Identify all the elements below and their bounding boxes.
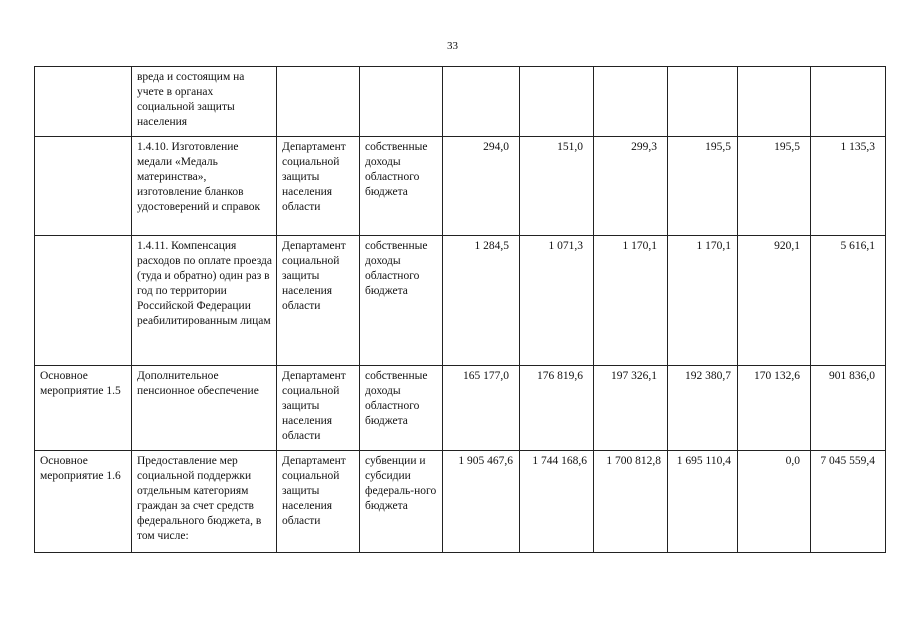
table-row [35,236,886,366]
table-row [35,137,886,236]
description-cell: 1.4.10. Изготовление медали «Медаль материнства», изготовление бланков удостоверений и справок [132,137,277,236]
table-row [35,67,886,137]
table-row [35,366,886,451]
value-cell-3: 197 326,1 [594,366,668,451]
value-cell-1: 165 177,0 [443,366,520,451]
value-cell-4 [668,67,738,137]
total-cell: 5 616,1 [811,236,886,366]
funding-source-cell: собственные доходы областного бюджета [360,137,443,236]
executor-cell: Департамент социальной защиты населения области [277,137,360,236]
funding-source-cell [360,67,443,137]
value-cell-2 [520,67,594,137]
total-cell: 7 045 559,4 [811,451,886,553]
funding-source-cell: собственные доходы областного бюджета [360,366,443,451]
value-cell-5: 170 132,6 [738,366,811,451]
executor-cell: Департамент социальной защиты населения области [277,236,360,366]
executor-cell: Департамент социальной защиты населения области [277,451,360,553]
value-cell-3: 299,3 [594,137,668,236]
value-cell-2: 151,0 [520,137,594,236]
executor-cell [277,67,360,137]
value-cell-1 [443,67,520,137]
total-cell: 901 836,0 [811,366,886,451]
total-cell [811,67,886,137]
value-cell-1: 1 284,5 [443,236,520,366]
description-cell: Дополнительное пенсионное обеспечение [132,366,277,451]
value-cell-3: 1 700 812,8 [594,451,668,553]
measure-cell: Основное мероприятие 1.6 [35,451,132,553]
page-number: 33 [447,40,458,52]
value-cell-3: 1 170,1 [594,236,668,366]
budget-table [34,66,886,553]
measure-cell [35,236,132,366]
measure-cell [35,137,132,236]
funding-source-cell: собственные доходы областного бюджета [360,236,443,366]
value-cell-3 [594,67,668,137]
funding-source-cell: субвенции и субсидии федераль-ного бюджета [360,451,443,553]
value-cell-4: 192 380,7 [668,366,738,451]
value-cell-5: 920,1 [738,236,811,366]
value-cell-5 [738,67,811,137]
value-cell-4: 1 170,1 [668,236,738,366]
value-cell-2: 176 819,6 [520,366,594,451]
value-cell-4: 1 695 110,4 [668,451,738,553]
table-row [35,451,886,553]
value-cell-1: 1 905 467,6 [443,451,520,553]
total-cell: 1 135,3 [811,137,886,236]
description-cell: 1.4.11. Компенсация расходов по оплате проезда (туда и обратно) один раз в год по территории Российской Федерации реабилитированным лицам [132,236,277,366]
value-cell-2: 1 744 168,6 [520,451,594,553]
value-cell-1: 294,0 [443,137,520,236]
description-cell: Предоставление мер социальной поддержки отдельным категориям граждан за счет средств федерального бюджета, в том числе: [132,451,277,553]
description-cell: вреда и состоящим на учете в органах социальной защиты населения [132,67,277,137]
value-cell-5: 0,0 [738,451,811,553]
value-cell-2: 1 071,3 [520,236,594,366]
measure-cell [35,67,132,137]
executor-cell: Департамент социальной защиты населения области [277,366,360,451]
value-cell-5: 195,5 [738,137,811,236]
measure-cell: Основное мероприятие 1.5 [35,366,132,451]
value-cell-4: 195,5 [668,137,738,236]
